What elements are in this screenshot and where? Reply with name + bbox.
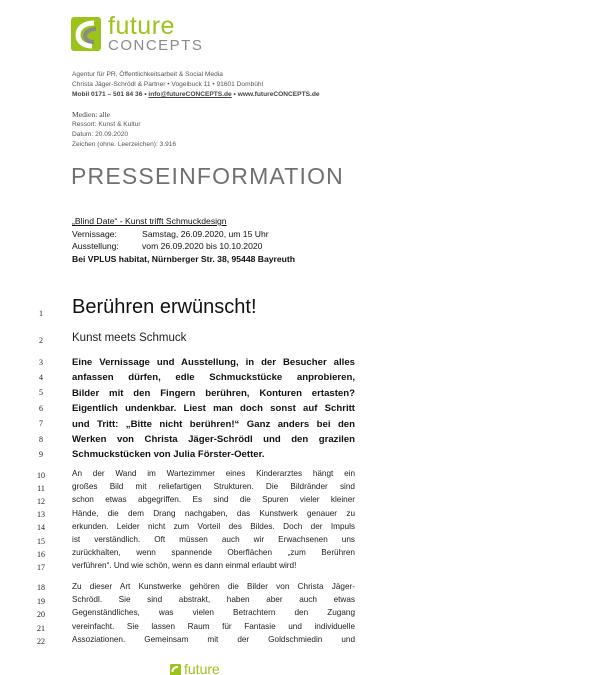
footer-logo: [170, 661, 260, 675]
line-number: 19: [37, 597, 45, 606]
article-paragraph-2: [72, 580, 355, 646]
footer-logo-wordmark: future: [184, 661, 220, 675]
meta-media: Medien: alle: [72, 110, 111, 119]
lead-line: und Tritt: „Bitte nicht berühren!“ Ganz anders bei den: [72, 418, 355, 430]
paragraph-line: Zu dieser Art Kunstwerke gehören die Bilder von Christa Jäger-: [72, 582, 355, 591]
agency-phone: Mobil 0171 – 501 84 36 •: [72, 91, 149, 98]
paragraph-line: Assoziationen. Gemeinsam mit der Goldschmiedin und: [72, 634, 355, 644]
lead-line: Werken von Christa Jäger-Schrödl und den grazilen: [72, 434, 355, 446]
meta-datum: Datum: 20.09.2020: [72, 131, 129, 138]
paragraph-line: großes Bild mit reliefartigen Strukturen. Die Bildränder sind: [72, 482, 355, 492]
agency-separator: •: [231, 91, 238, 98]
logo-mark-icon: [70, 14, 104, 54]
agency-web-link[interactable]: www.futureCONCEPTS.de: [237, 91, 320, 98]
line-number: 18: [37, 583, 45, 592]
article-lead: [72, 355, 355, 463]
event-title: „Blind Date“ - Kunst trifft Schmuckdesign: [72, 216, 227, 226]
line-number: 4: [39, 373, 43, 382]
line-number: 16: [37, 550, 45, 559]
agency-line-1: Agentur für PR, Öffentlichkeitsarbeit & Social Media: [72, 71, 223, 78]
article-headline: Berühren erwünscht!: [72, 296, 257, 318]
line-number: 15: [37, 537, 45, 546]
paragraph-line: An der Wand im Wartezimmer eines Kinderarztes hängt ein: [72, 469, 355, 478]
line-number: 3: [39, 358, 43, 367]
meta-zeichen: Zeichen (ohne. Leerzeichen): 3.916: [72, 141, 177, 148]
paragraph-line: erkunden. Leider nicht zum Vorteil des Bildes. Doch der Impuls: [72, 521, 355, 531]
press-release-title: PRESSEINFORMATION: [71, 163, 344, 189]
event-vernissage: [72, 228, 295, 241]
line-number: 12: [37, 497, 45, 506]
line-number: 8: [39, 435, 43, 444]
line-number: 7: [39, 419, 43, 428]
vernissage-label: Vernissage:: [72, 228, 117, 239]
line-number: 9: [39, 450, 43, 459]
meta-ressort: Ressort: Kunst & Kultur: [72, 121, 141, 128]
ausstellung-value: vom 26.09.2020 bis 10.10.2020: [142, 241, 263, 252]
line-number: 17: [37, 563, 45, 572]
lead-line: anfassen dürfen, edle Schmuckstücke anprobieren,: [72, 372, 355, 384]
paragraph-line: Gegenständliches, was vielen Betrachtern den Zugang: [72, 608, 355, 618]
vernissage-value: Samstag, 26.09.2020, um 15 Uhr: [142, 228, 269, 239]
article-paragraph-1: [72, 467, 355, 573]
agency-email-link[interactable]: info@futureCONCEPTS.de: [148, 91, 232, 98]
line-number: 21: [37, 624, 45, 633]
paragraph-line: zurückhalten, wenn spannende Oberflächen „zum Berühren: [72, 548, 355, 558]
event-venue: Bei VPLUS habitat, Nürnberger Str. 38, 95448 Bayreuth: [72, 254, 296, 265]
ausstellung-label: Ausstellung:: [72, 241, 119, 252]
logo-wordmark-future: future: [108, 12, 175, 40]
lead-line: Eine Vernissage und Ausstellung, in der Besucher alles: [72, 357, 355, 368]
agency-line-2: Christa Jäger-Schrödl & Partner • Vogelbuck 11 • 91601 Dombühl: [72, 81, 264, 88]
paragraph-line: Schrödl. Sie sind abstrakt, haben aber auch etwas: [72, 595, 355, 605]
line-number: 13: [37, 510, 45, 519]
paragraph-line: schon etwas abgegriffen. Es sind die Spuren vieler kleiner: [72, 495, 355, 505]
event-info: [72, 215, 295, 266]
line-number: 22: [37, 637, 45, 646]
line-number: 11: [37, 484, 45, 493]
article-subline: Kunst meets Schmuck: [72, 332, 187, 344]
agency-details: [72, 70, 320, 100]
release-meta: [72, 110, 176, 150]
lead-line: Schmuckstücken von Julia Förster-Oetter.: [72, 449, 265, 461]
lead-line: Eigentlich undenkbar. Liest man doch sonst auf Schritt: [72, 403, 355, 415]
paragraph-line: vereinfacht. Sie lassen Raum für Fantasie und individuelle: [72, 621, 355, 631]
line-number: 6: [39, 404, 43, 413]
event-ausstellung: [72, 240, 295, 253]
line-number: 1: [39, 309, 43, 318]
footer-logo-mark-icon: [170, 664, 182, 675]
company-logo: [70, 14, 230, 58]
line-number: 5: [39, 388, 43, 397]
agency-contact-line: [72, 90, 320, 100]
paragraph-line: ist verständlich. Oft müssen auch wir Erwachsenen uns: [72, 535, 355, 545]
line-number: 2: [39, 336, 43, 345]
paragraph-line: Hände, die dem Drang nachgaben, das Kunstwerk genauer zu: [72, 508, 355, 518]
paragraph-line: verführen“. Und wie schön, wenn es dann einmal erlaubt wird!: [72, 561, 297, 571]
line-number: 14: [37, 523, 45, 532]
logo-wordmark-concepts: CONCEPTS: [108, 37, 204, 54]
line-number: 20: [37, 610, 45, 619]
lead-line: Bilder mit den Fingern berühren, Konturen ertasten?: [72, 387, 355, 399]
line-number: 10: [37, 471, 45, 480]
